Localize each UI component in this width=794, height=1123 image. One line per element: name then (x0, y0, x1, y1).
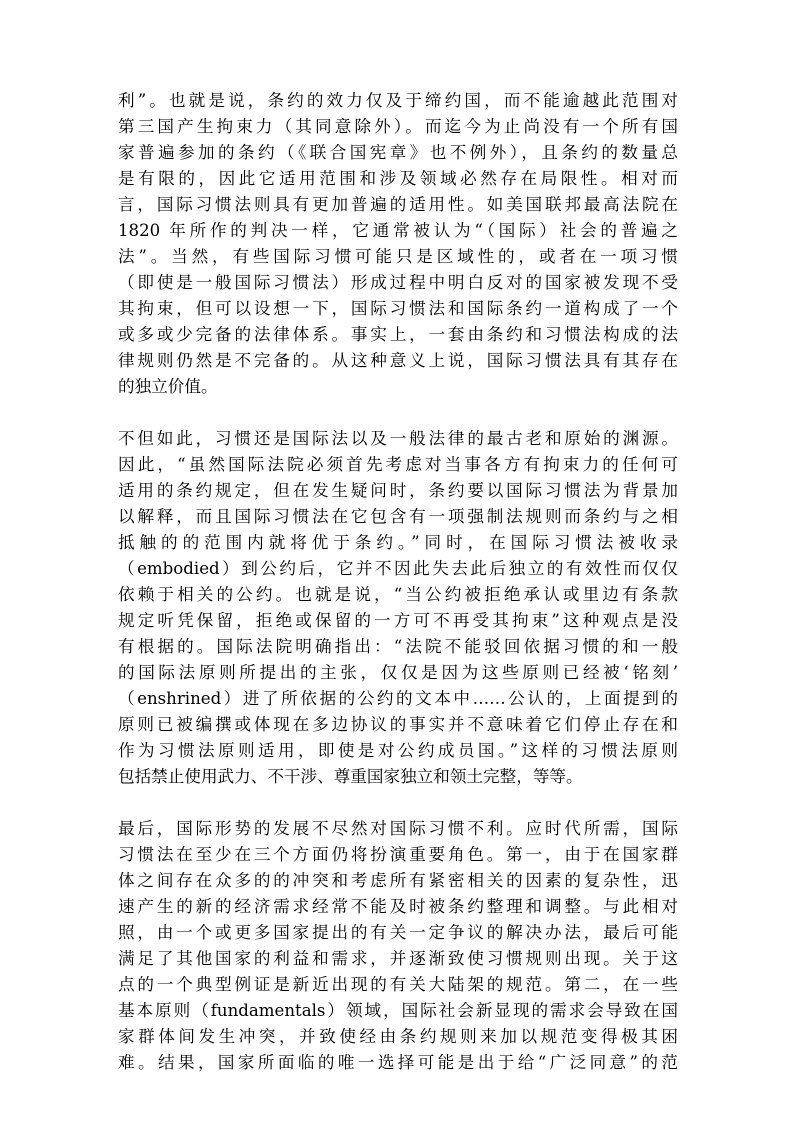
text-line: 依赖于相关的公约。也就是说，“当公约被拒绝承认或里边有条款 (118, 585, 678, 604)
paragraph-2 (118, 426, 678, 790)
text-line: 第三国产生拘束力（其同意除外）。而迄今为止尚没有一个所有国 (118, 117, 678, 136)
text-line: 难。结果，国家所面临的唯一选择可能是出于给“广泛同意”的范 (118, 1053, 678, 1072)
text-line: 规定听凭保留，拒绝或保留的一方可不再受其拘束”这种观点是没 (118, 611, 678, 630)
text-line: 点的一个典型例证是新近出现的有关大陆架的规范。第二，在一些 (118, 975, 678, 994)
text-line: 适用的条约规定，但在发生疑问时，条约要以国际习惯法为背景加 (118, 481, 678, 500)
text-line: 最后，国际形势的发展不尽然对国际习惯不利。应时代所需，国际 (118, 819, 678, 838)
text-line: 习惯法在至少在三个方面仍将扮演重要角色。第一，由于在国家群 (118, 845, 678, 864)
text-line: 的国际法原则所提出的主张，仅仅是因为这些原则已经被‘铭刻’ (118, 663, 678, 682)
text-line: 体之间存在众多的的冲突和考虑所有紧密相关的因素的复杂性，迅 (118, 871, 678, 890)
text-line: 家普遍参加的条约（《联合国宪章》也不例外），且条约的数量总 (118, 143, 678, 162)
paragraph-1 (118, 88, 678, 400)
text-line: 照，由一个或更多国家提出的有关一定争议的解决办法，最后可能 (118, 923, 678, 942)
text-line: 以解释，而且国际习惯法在它包含有一项强制法规则而条约与之相 (118, 507, 678, 526)
text-line: 原则已被编撰或体现在多边协议的事实并不意味着它们停止存在和 (118, 715, 678, 734)
text-line: （embodied）到公约后，它并不因此失去此后独立的有效性而仅仅 (118, 559, 678, 578)
text-line: 法”。当然，有些国际习惯可能只是区域性的，或者在一项习惯 (118, 247, 678, 266)
text-line: （enshrined）进了所依据的公约的文本中……公认的，上面提到的 (118, 689, 678, 708)
text-line: 1820 年所作的判决一样，它通常被认为“（国际）社会的普遍之 (118, 221, 678, 240)
text-line: 律规则仍然是不完备的。从这种意义上说，国际习惯法具有其存在 (118, 351, 678, 370)
text-line: 速产生的新的经济需求经常不能及时被条约整理和调整。与此相对 (118, 897, 678, 916)
text-line: 作为习惯法原则适用，即使是对公约成员国。”这样的习惯法原则 (118, 741, 678, 760)
text-line: 抵触的的范围内就将优于条约。”同时，在国际习惯法被收录 (118, 533, 678, 552)
text-line: 不但如此，习惯还是国际法以及一般法律的最古老和原始的渊源。 (118, 429, 678, 448)
text-line: 是有限的，因此它适用范围和涉及领域必然存在局限性。相对而 (118, 169, 678, 188)
text-line: 家群体间发生冲突，并致使经由条约规则来加以规范变得极其困 (118, 1027, 678, 1046)
text-line: 因此，“虽然国际法院必须首先考虑对当事各方有拘束力的任何可 (118, 455, 678, 474)
text-line: 利”。也就是说，条约的效力仅及于缔约国，而不能逾越此范围对 (118, 91, 678, 110)
text-line: （即使是一般国际习惯法）形成过程中明白反对的国家被发现不受 (118, 273, 678, 292)
text-line: 包括禁止使用武力、不干涉、尊重国家独立和领土完整，等等。 (118, 767, 583, 786)
document-page (118, 88, 678, 1102)
text-line: 满足了其他国家的利益和需求，并逐渐致使习惯规则出现。关于这 (118, 949, 678, 968)
text-line: 基本原则（fundamentals）领域，国际社会新显现的需求会导致在国 (118, 1001, 678, 1020)
text-line: 言，国际习惯法则具有更加普遍的适用性。如美国联邦最高法院在 (118, 195, 678, 214)
text-line: 的独立价值。 (118, 377, 218, 396)
text-line: 其拘束，但可以设想一下，国际习惯法和国际条约一道构成了一个 (118, 299, 678, 318)
text-line: 有根据的。国际法院明确指出：“法院不能驳回依据习惯的和一般 (118, 637, 678, 656)
paragraph-3 (118, 816, 678, 1076)
text-line: 或多或少完备的法律体系。事实上，一套由条约和习惯法构成的法 (118, 325, 678, 344)
